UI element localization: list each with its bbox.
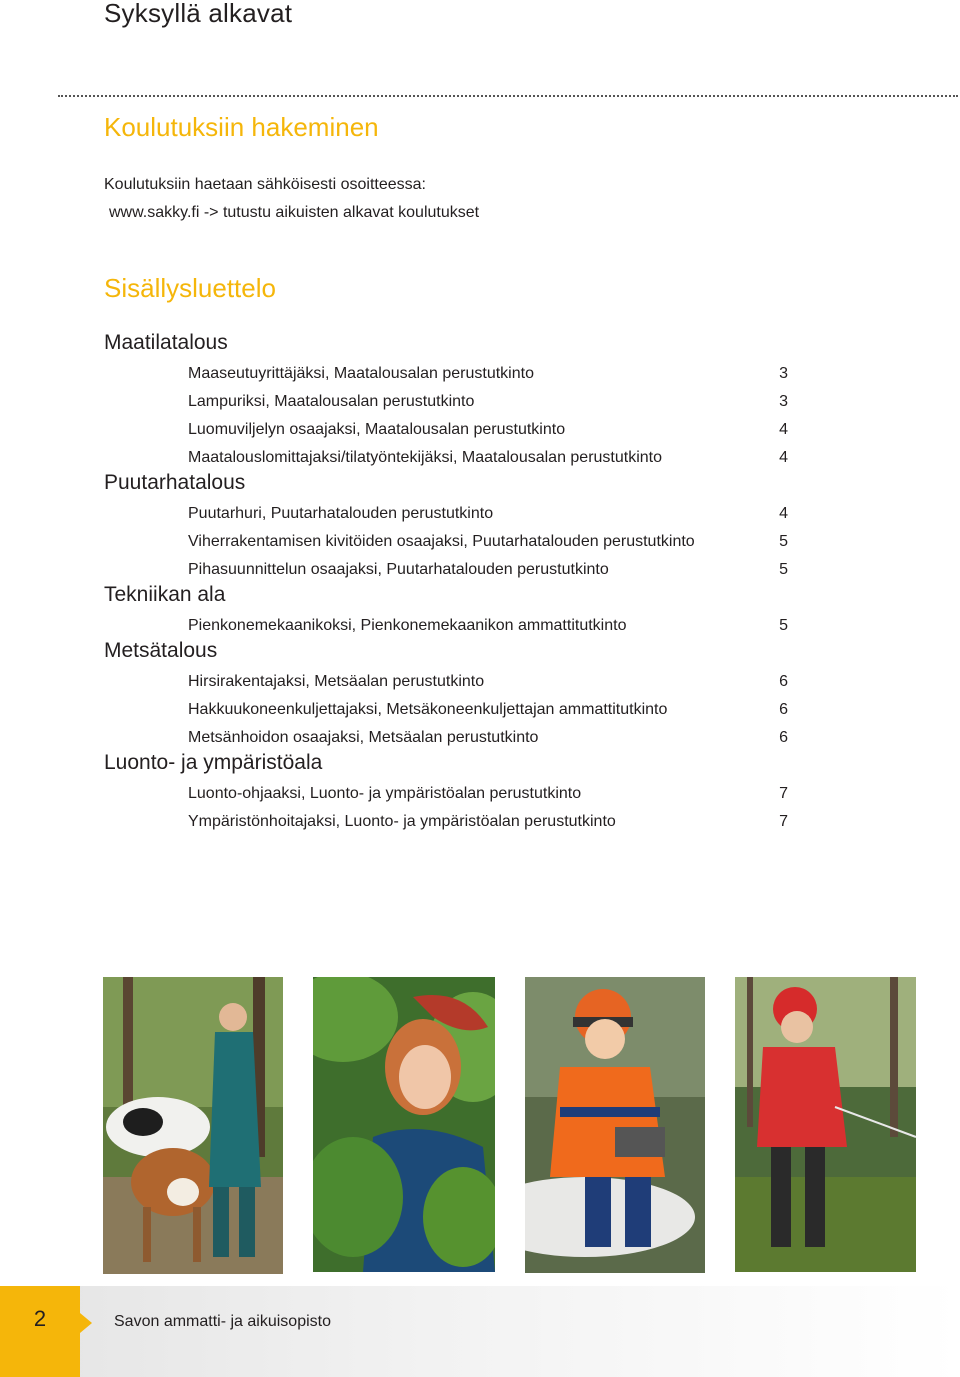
toc-entry-title: Pihasuunnittelun osaajaksi, Puutarhatalouden perustutkinto	[188, 561, 609, 578]
toc-entry-title: Hakkuukoneenkuljettajaksi, Metsäkoneenkuljettajan ammattitutkinto	[188, 701, 668, 718]
toc-entry-page: 5	[779, 617, 788, 634]
application-heading: Koulutuksiin hakeminen	[104, 112, 379, 142]
toc-group-title: Metsätalous	[104, 639, 218, 662]
toc-entry-title: Maatalouslomittajaksi/tilatyöntekijäksi, Maatalousalan perustutkinto	[188, 449, 663, 466]
toc-entry-page: 4	[779, 449, 788, 466]
toc-entry[interactable]	[188, 783, 788, 805]
page-header-title: Syksyllä alkavat	[104, 0, 293, 28]
photo-gardener	[313, 977, 495, 1272]
photo-cows	[103, 977, 283, 1274]
toc-entry-page: 5	[779, 533, 788, 550]
toc-entry[interactable]	[188, 391, 788, 413]
toc-entry-title: Maaseutuyrittäjäksi, Maatalousalan perustutkinto	[188, 365, 534, 382]
footer-organization: Savon ammatti- ja aikuisopisto	[114, 1313, 331, 1330]
application-link-line: www.sakky.fi -> tutustu aikuisten alkavat koulutukset	[109, 204, 480, 221]
toc-group-title: Luonto- ja ympäristöala	[104, 751, 323, 774]
footer-bar	[0, 1286, 960, 1377]
toc-entry-title: Luonto-ohjaaksi, Luonto- ja ympäristöalan perustutkinto	[188, 785, 582, 802]
toc-group-title: Maatilatalous	[104, 331, 228, 354]
toc-entry-title: Viherrakentamisen kivitöiden osaajaksi, Puutarhatalouden perustutkinto	[188, 533, 695, 550]
toc-entry[interactable]	[188, 419, 788, 441]
photo-mechanic	[525, 977, 705, 1273]
toc-entry[interactable]	[188, 615, 788, 637]
toc-entry[interactable]	[188, 531, 788, 553]
toc-entry-title: Hirsirakentajaksi, Metsäalan perustutkinto	[188, 673, 485, 690]
toc-entry-page: 4	[779, 421, 788, 438]
toc-entry-page: 7	[779, 785, 788, 802]
toc-group-title: Puutarhatalous	[104, 471, 246, 494]
page-number: 2	[33, 1306, 47, 1331]
photo-forester	[735, 977, 916, 1272]
toc-entry-page: 5	[779, 561, 788, 578]
toc-entry-title: Pienkonemekaanikoksi, Pienkonemekaanikon ammattitutkinto	[188, 617, 627, 634]
toc-entry-title: Ympäristönhoitajaksi, Luonto- ja ympäristöalan perustutkinto	[188, 813, 616, 830]
toc-entry-page: 7	[779, 813, 788, 830]
toc-entry[interactable]	[188, 503, 788, 525]
toc-entry-page: 3	[779, 393, 788, 410]
toc-group-title: Tekniikan ala	[104, 583, 226, 606]
dotted-divider	[58, 95, 958, 97]
toc-entry[interactable]	[188, 671, 788, 693]
toc-entry[interactable]	[188, 699, 788, 721]
toc-entry[interactable]	[188, 363, 788, 385]
toc-entry-title: Metsänhoidon osaajaksi, Metsäalan perustutkinto	[188, 729, 539, 746]
toc-heading: Sisällysluettelo	[104, 273, 276, 303]
toc-entry[interactable]	[188, 559, 788, 581]
toc-entry[interactable]	[188, 447, 788, 469]
application-intro: Koulutuksiin haetaan sähköisesti osoitteessa:	[104, 176, 426, 193]
toc-entry-page: 6	[779, 673, 788, 690]
arrow-right-icon	[80, 1313, 92, 1333]
toc-entry-page: 6	[779, 701, 788, 718]
toc-entry-title: Luomuviljelyn osaajaksi, Maatalousalan perustutkinto	[188, 421, 566, 438]
toc-entry[interactable]	[188, 727, 788, 749]
toc-entry-title: Lampuriksi, Maatalousalan perustutkinto	[188, 393, 475, 410]
toc-entry-page: 3	[779, 365, 788, 382]
toc-entry-page: 4	[779, 505, 788, 522]
toc-entry[interactable]	[188, 811, 788, 833]
toc-entry-title: Puutarhuri, Puutarhatalouden perustutkinto	[188, 505, 494, 522]
toc-entry-page: 6	[779, 729, 788, 746]
